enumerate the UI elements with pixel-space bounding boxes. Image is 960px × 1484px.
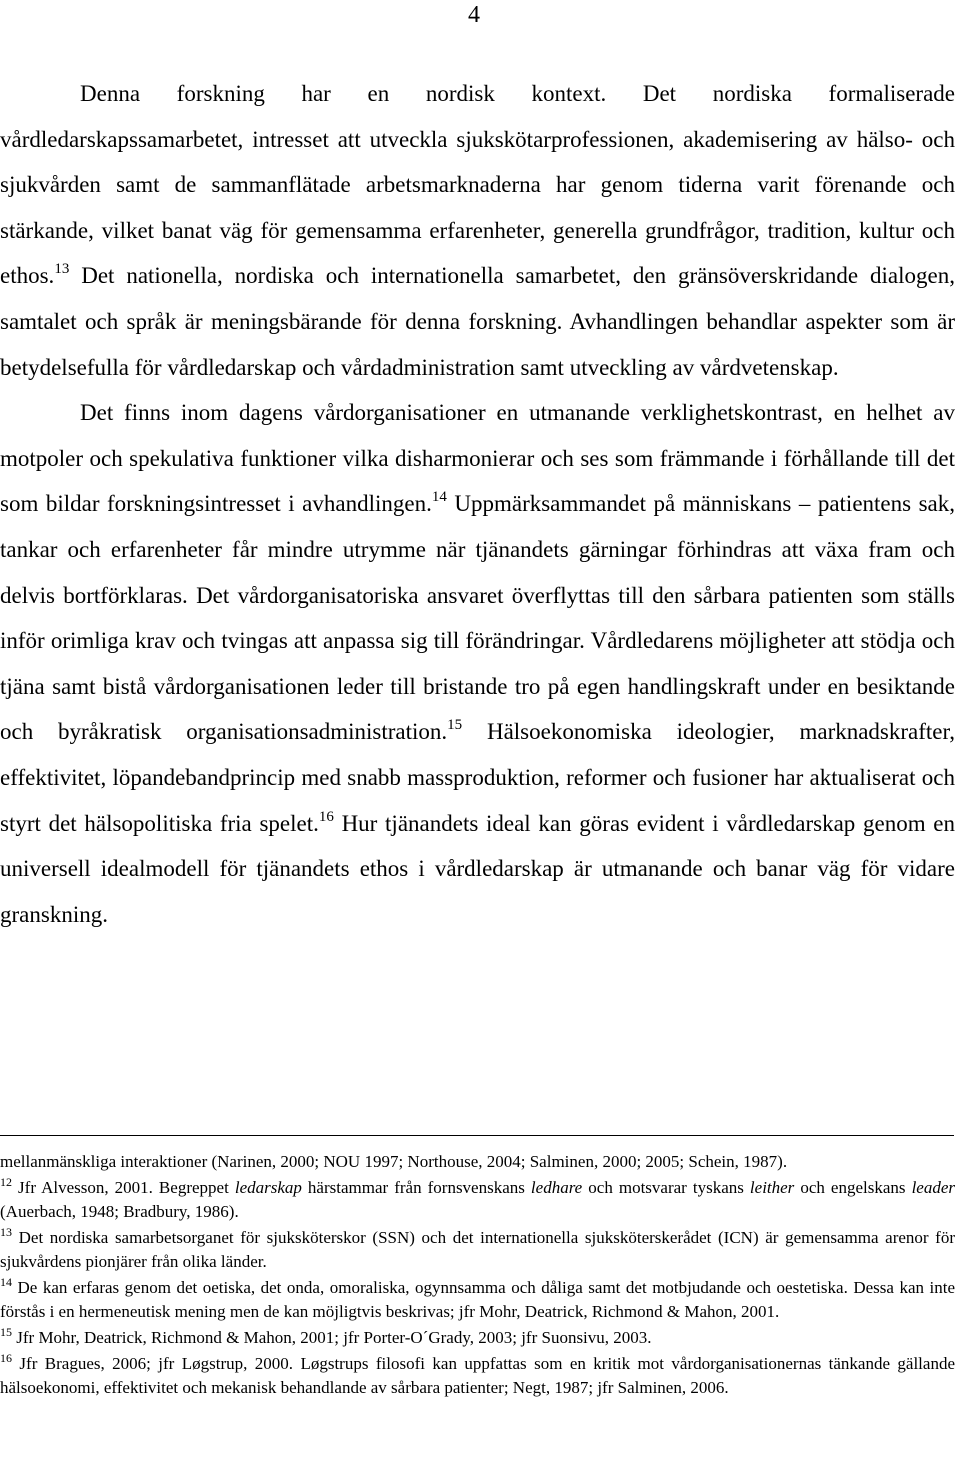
footnote-continuation: mellanmänskliga interaktioner (Narinen, 2000; NOU 1997; Northouse, 2004; Salminen, 2000; 2005; Schein, 1987). <box>0 1152 788 1171</box>
italic-term: ledhare <box>530 1178 583 1197</box>
footnote-ref-14[interactable]: 14 <box>431 489 447 506</box>
paragraph-2-sentence-b: Uppmärksammandet på människans – patientens sak, tankar och erfarenheter får mindre utrymme när tjänandets gärningar förhindras att växa fram och delvis bortförklaras. Det vårdorganisatoriska ansvaret överflyttas till den sårbara patienten som ställs inför orimliga krav och tvingas att anpassa sig till förändringar. Vårdledarens möjligheter att stödja och tjäna samt bistå vårdorganisationen leder till bristande tro på egen handlingskraft under en besiktande och byråkratisk organisationsadministration. <box>0 491 955 745</box>
footnote-ref-16[interactable]: 16 <box>318 808 334 825</box>
footnote-text: och motsvarar tyskans <box>582 1178 750 1197</box>
footnote-number: 15 <box>0 1325 12 1339</box>
footnote-text: De kan erfaras genom det oetiska, det onda, omoraliska, ogynnsamma och dåliga samt det motbjudande och oestetiska. Dessa kan inte förstås i en hermeneutisk mening men de kan möjligtvis beskrivas; jfr Mohr, Deatrick, Richmond & Mahon, 2001. <box>0 1278 955 1321</box>
footnote-number: 13 <box>0 1225 12 1239</box>
footnote-text: Det nordiska samarbetsorganet för sjuksköterskor (SSN) och det internationella sjuksköterskerådet (ICN) är gemensamma arenor för sjukvårdens pionjärer från olika länder. <box>0 1228 955 1271</box>
paragraph-contrast <box>0 390 955 937</box>
footnote-ref-13[interactable]: 13 <box>54 261 70 278</box>
paragraph-2-sentence-a: Det finns inom dagens vårdorganisationer en utmanande verklighetskontrast, en helhet av motpoler och spekulativa funktioner vilka disharmonierar och ses som främmande i förhållande till det som bildar forskningsintresset i avhandlingen. <box>0 400 955 517</box>
paragraph-1-sentence-a: Denna forskning har en nordisk kontext. Det nordiska formaliserade vårdledarskapssamarbetet, intresset att utveckla sjukskötarprofessionen, akademisering av hälso- och sjukvården samt de sammanflätade arbetsmarknaderna har genom tiderna varit förenande och stärkande, vilket banat väg för gemensamma erfarenheter, generella grundfrågor, tradition, kultur och ethos. <box>0 81 955 289</box>
footnote-ref-15[interactable]: 15 <box>447 717 463 734</box>
footnote-14 <box>0 1276 955 1324</box>
paragraph-1-sentence-b: Det nationella, nordiska och internationella samarbetet, den gränsöverskridande dialogen, samtalet och språk är meningsbärande för denna forskning. Avhandlingen behandlar aspekter som är betydelsefulla för vårdledarskap och vårdadministration samt utveckling av vårdvetenskap. <box>0 263 955 380</box>
footnote-15 <box>0 1326 955 1350</box>
page-number: 4 <box>468 2 480 28</box>
paragraph-2-sentence-d: Hur tjänandets ideal kan göras evident i vårdledarskap genom en universell idealmodell för tjänandets ethos i vårdledarskap är utmanande och banar väg för vidare granskning. <box>0 810 955 927</box>
footnote-12 <box>0 1176 955 1224</box>
footnote-text: Jfr Bragues, 2006; jfr Løgstrup, 2000. Løgstrups filosofi kan uppfattas som en kritik mot vårdorganisationernas tänkande gällande hälsoekonomi, effektivitet och mekanisk behandlande av sårbara patienter; Negt, 1987; jfr Salminen, 2006. <box>0 1354 955 1397</box>
footnote-text: härstammar från fornsvenskans <box>301 1178 531 1197</box>
italic-term: ledarskap <box>234 1178 302 1197</box>
footnote-13 <box>0 1226 955 1274</box>
footnotes <box>0 1150 955 1402</box>
footnote-16 <box>0 1352 955 1400</box>
body-text <box>0 71 955 937</box>
footnote-text: och engelskans <box>794 1178 912 1197</box>
footnote-number: 14 <box>0 1275 12 1289</box>
footnote-number: 12 <box>0 1175 12 1189</box>
footnote-text: Jfr Alvesson, 2001. Begreppet <box>12 1178 235 1197</box>
footnote-number: 16 <box>0 1351 12 1365</box>
footnote-text: Jfr Mohr, Deatrick, Richmond & Mahon, 2001; jfr Porter-O´Grady, 2003; jfr Suonsivu, 2003. <box>12 1328 652 1347</box>
paragraph-nordic-context <box>0 71 955 390</box>
footnote-text: (Auerbach, 1948; Bradbury, 1986). <box>0 1202 239 1221</box>
footnote-divider <box>0 1135 954 1136</box>
paragraph-2-sentence-c: Hälsoekonomiska ideologier, marknadskrafter, effektivitet, löpandebandprincip med snabb massproduktion, reformer och fusioner har aktualiserat och styrt det hälsopolitiska fria spelet. <box>0 719 955 836</box>
italic-term: leader <box>911 1178 956 1197</box>
italic-term: leither <box>749 1178 795 1197</box>
